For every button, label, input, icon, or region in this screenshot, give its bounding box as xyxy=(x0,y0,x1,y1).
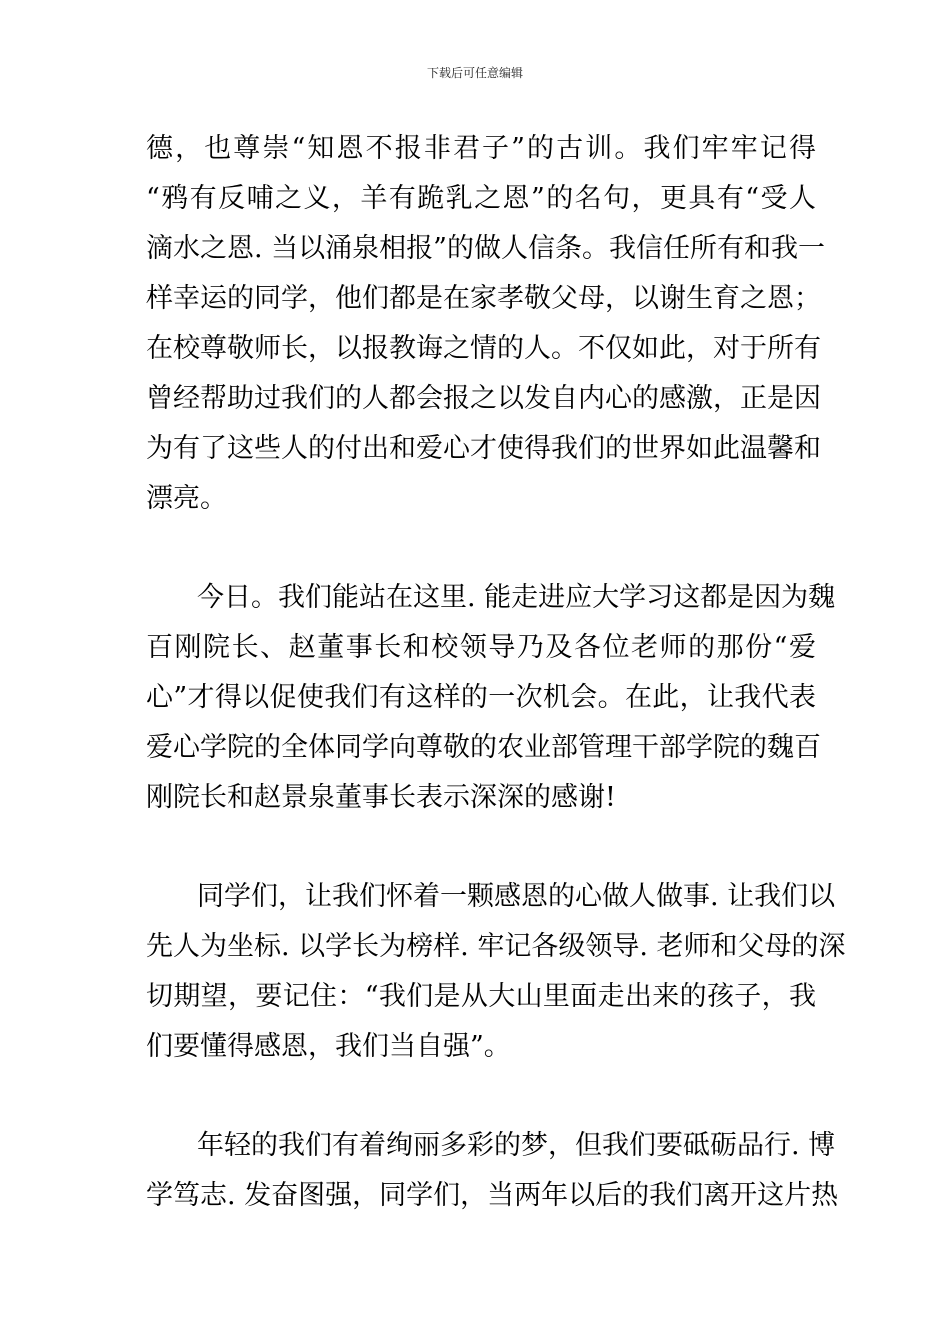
text-line: 们要懂得感恩，我们当自强”。 xyxy=(146,1031,511,1062)
text-line: 刚院长和赵景泉董事长表示深深的感谢! xyxy=(146,782,616,813)
text-line: 为有了这些人的付出和爱心才使得我们的世界如此温馨和 xyxy=(146,433,821,464)
text-line: 学笃志. 发奋图强，同学们，当两年以后的我们离开这片热 xyxy=(146,1180,839,1211)
text-line: 爱心学院的全体同学向尊敬的农业部管理干部学院的魏百 xyxy=(146,732,821,763)
text-line: 先人为坐标. 以学长为榜样. 牢记各级领导. 老师和父母的深 xyxy=(146,931,846,962)
text-line: 切期望，要记住：“我们是从大山里面走出来的孩子，我 xyxy=(146,981,816,1012)
text-line: “鸦有反哺之义，羊有跪乳之恩”的名句，更具有“受人 xyxy=(146,183,816,214)
text-line: 在校尊敬师长，以报教诲之情的人。不仅如此，对于所有 xyxy=(146,333,821,364)
page-header: 下载后可任意编辑 xyxy=(426,66,523,80)
text-line: 年轻的我们有着绚丽多彩的梦，但我们要砥砺品行. 博 xyxy=(197,1130,836,1161)
text-line: 滴水之恩. 当以涌泉相报”的做人信条。我信任所有和我一 xyxy=(146,233,825,264)
text-line: 德，也尊崇“知恩不报非君子”的古训。我们牢牢记得 xyxy=(146,133,816,164)
text-line: 样幸运的同学，他们都是在家孝敬父母，以谢生育之恩； xyxy=(146,283,821,314)
text-line: 曾经帮助过我们的人都会报之以发自内心的感激，正是因 xyxy=(146,383,821,414)
text-line: 百刚院长、赵董事长和校领导乃及各位老师的那份“爱 xyxy=(146,632,816,663)
text-line: 漂亮。 xyxy=(146,483,227,514)
text-line: 今日。我们能站在这里. 能走进应大学习这都是因为魏 xyxy=(197,582,836,613)
text-line: 同学们，让我们怀着一颗感恩的心做人做事. 让我们以 xyxy=(197,881,836,912)
text-line: 心”才得以促使我们有这样的一次机会。在此，让我代表 xyxy=(146,682,816,713)
